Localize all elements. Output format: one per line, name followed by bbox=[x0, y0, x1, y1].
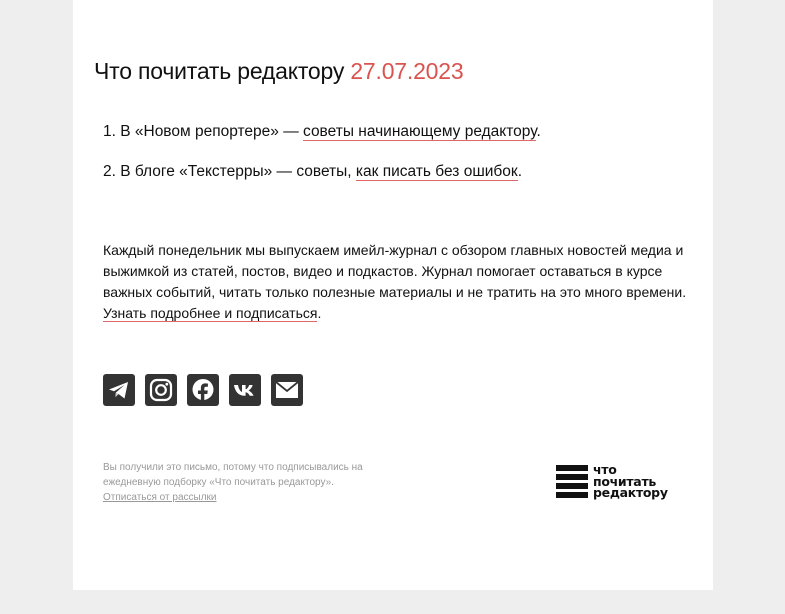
facebook-icon[interactable] bbox=[187, 374, 219, 406]
unsubscribe-link[interactable]: Отписаться от рассылки bbox=[103, 492, 217, 503]
title-text: Что почитать редактору bbox=[94, 58, 345, 84]
logo-wordmark bbox=[593, 464, 668, 499]
footer-note bbox=[103, 460, 393, 505]
list-item bbox=[103, 120, 541, 144]
list-item-prefix: 2. В блоге «Текстерры» — советы, bbox=[103, 163, 356, 180]
social-links bbox=[103, 374, 303, 406]
link-list bbox=[103, 120, 541, 200]
digest-suffix: . bbox=[317, 305, 322, 321]
footer-text: Вы получили это письмо, потому что подписывались на ежедневную подборку «Что почитать редактору». bbox=[103, 462, 363, 488]
digest-text: Каждый понедельник мы выпускаем имейл-журнал с обзором главных новостей медиа и выжимкой из статей, постов, видео и подкастов. Журнал помогает оставаться в курсе важных событий, читать только полезные материалы и не тратить на это много времени. bbox=[103, 242, 687, 300]
telegram-icon[interactable] bbox=[103, 374, 135, 406]
email-card bbox=[73, 0, 713, 590]
logo-bars-icon bbox=[556, 465, 588, 498]
page-title bbox=[94, 58, 463, 85]
vk-icon[interactable] bbox=[229, 374, 261, 406]
logo-line: что bbox=[593, 462, 617, 477]
instagram-icon[interactable] bbox=[145, 374, 177, 406]
list-item-prefix: 1. В «Новом репортере» — bbox=[103, 123, 304, 140]
list-item bbox=[103, 160, 541, 184]
list-item-link[interactable]: как писать без ошибок bbox=[355, 163, 518, 180]
brand-logo bbox=[556, 464, 668, 499]
title-date: 27.07.2023 bbox=[350, 58, 464, 84]
digest-description bbox=[103, 240, 688, 324]
logo-line: редактору bbox=[593, 485, 668, 500]
logo-line: почитать bbox=[593, 473, 656, 489]
list-item-suffix: . bbox=[536, 123, 541, 140]
subscribe-link[interactable]: Узнать подробнее и подписаться bbox=[103, 305, 318, 321]
email-icon[interactable] bbox=[271, 374, 303, 406]
list-item-link[interactable]: советы начинающему редактору bbox=[303, 123, 537, 140]
list-item-suffix: . bbox=[517, 163, 522, 180]
